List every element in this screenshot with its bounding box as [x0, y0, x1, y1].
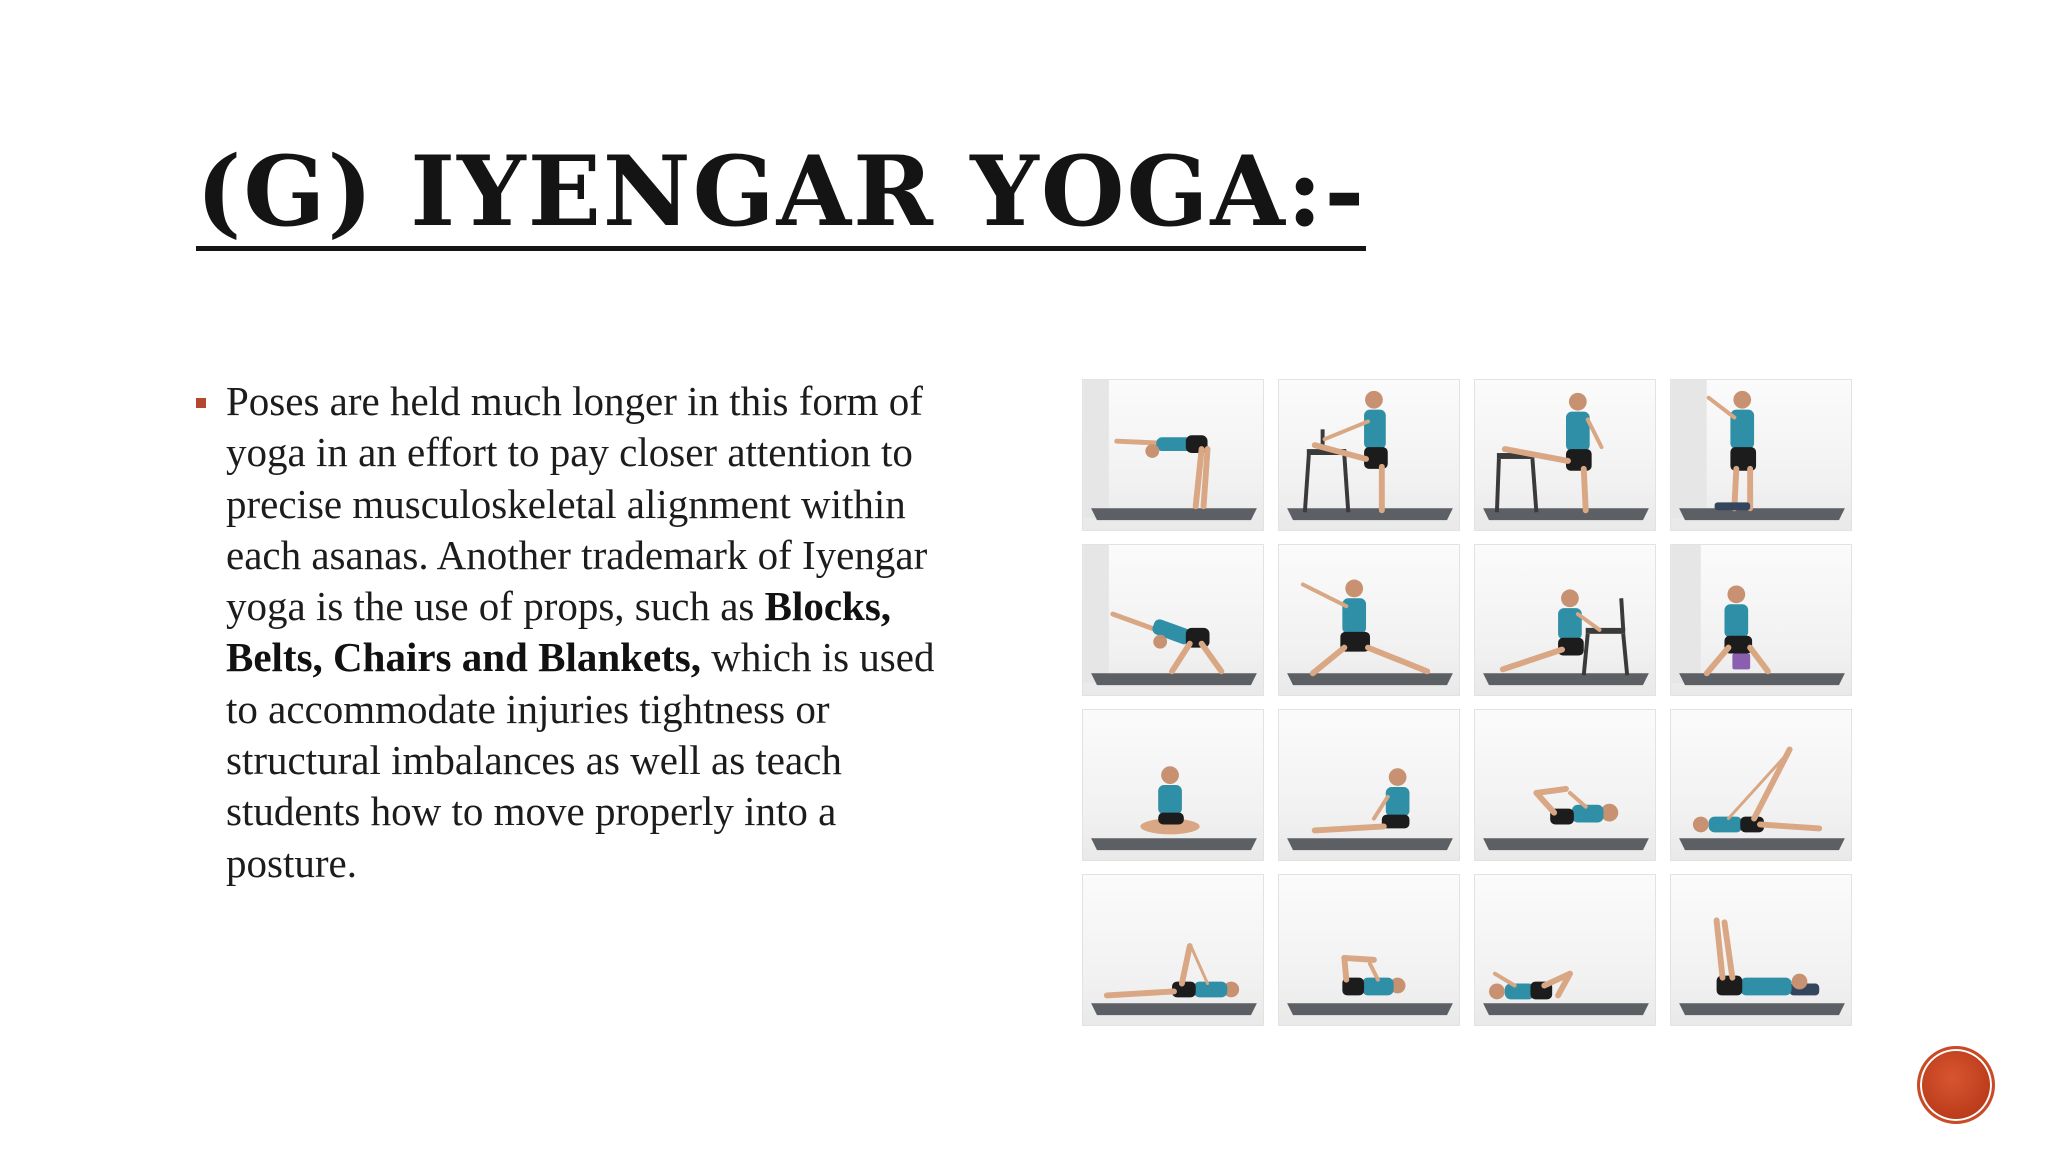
pose-tile-seated-cross-legged	[1082, 709, 1264, 861]
yoga-pose-illustration	[1279, 545, 1459, 695]
red-circle-logo-icon	[1917, 1046, 1995, 1124]
yoga-pose-illustration	[1475, 380, 1655, 530]
yoga-pose-illustration	[1083, 545, 1263, 695]
pose-tile-wall-forward-fold	[1082, 379, 1264, 531]
yoga-pose-illustration	[1671, 545, 1851, 695]
bullet-text-outro: which is used to accommodate injuries tightness or structural imbalances as well as teach students how to move properly into a posture.	[226, 634, 935, 886]
bullet-item	[196, 376, 976, 889]
bullet-square-icon	[196, 398, 206, 408]
yoga-pose-illustration	[1083, 710, 1263, 860]
pose-tile-seated-forward-stretch	[1278, 709, 1460, 861]
yoga-pose-illustration	[1671, 710, 1851, 860]
yoga-pose-illustration	[1475, 545, 1655, 695]
yoga-pose-illustration	[1279, 710, 1459, 860]
yoga-poses-image	[1082, 379, 1856, 1029]
pose-tile-lunge-wall-press	[1278, 544, 1460, 696]
bullet-list	[196, 376, 976, 889]
yoga-pose-illustration	[1083, 380, 1263, 530]
pose-tile-chair-seated-twist	[1474, 544, 1656, 696]
bullet-text-props: Blocks, Belts, Chairs and Blankets,	[226, 583, 892, 681]
bullet-text-intro: Poses are held much longer in this form of yoga in an effort to pay closer attention to precise musculoskeletal alignment within each asanas. Another trademark of Iyengar yoga is the use of props, such as	[226, 378, 928, 630]
yoga-pose-illustration	[1083, 875, 1263, 1025]
pose-tile-supine-legs-up	[1670, 874, 1852, 1026]
pose-tile-supine-leg-stretch	[1082, 874, 1264, 1026]
pose-tile-block-lunge	[1670, 544, 1852, 696]
pose-tile-supine-knees-chest	[1278, 874, 1460, 1026]
pose-tile-supine-leg-raise	[1670, 709, 1852, 861]
pose-tile-wall-standing-stretch	[1670, 379, 1852, 531]
yoga-pose-illustration	[1671, 875, 1851, 1025]
yoga-pose-illustration	[1475, 710, 1655, 860]
slide-title: (G) IYENGAR YOGA:-	[196, 138, 1366, 251]
pose-tile-chair-leg-stretch	[1278, 379, 1460, 531]
yoga-pose-illustration	[1279, 380, 1459, 530]
pose-tile-supine-knee-hug	[1474, 709, 1656, 861]
yoga-pose-illustration	[1671, 380, 1851, 530]
pose-tile-chair-leg-stretch-2	[1474, 379, 1656, 531]
pose-tile-wall-down-dog	[1082, 544, 1264, 696]
pose-tile-supine-twist	[1474, 874, 1656, 1026]
yoga-pose-illustration	[1475, 875, 1655, 1025]
yoga-pose-illustration	[1279, 875, 1459, 1025]
